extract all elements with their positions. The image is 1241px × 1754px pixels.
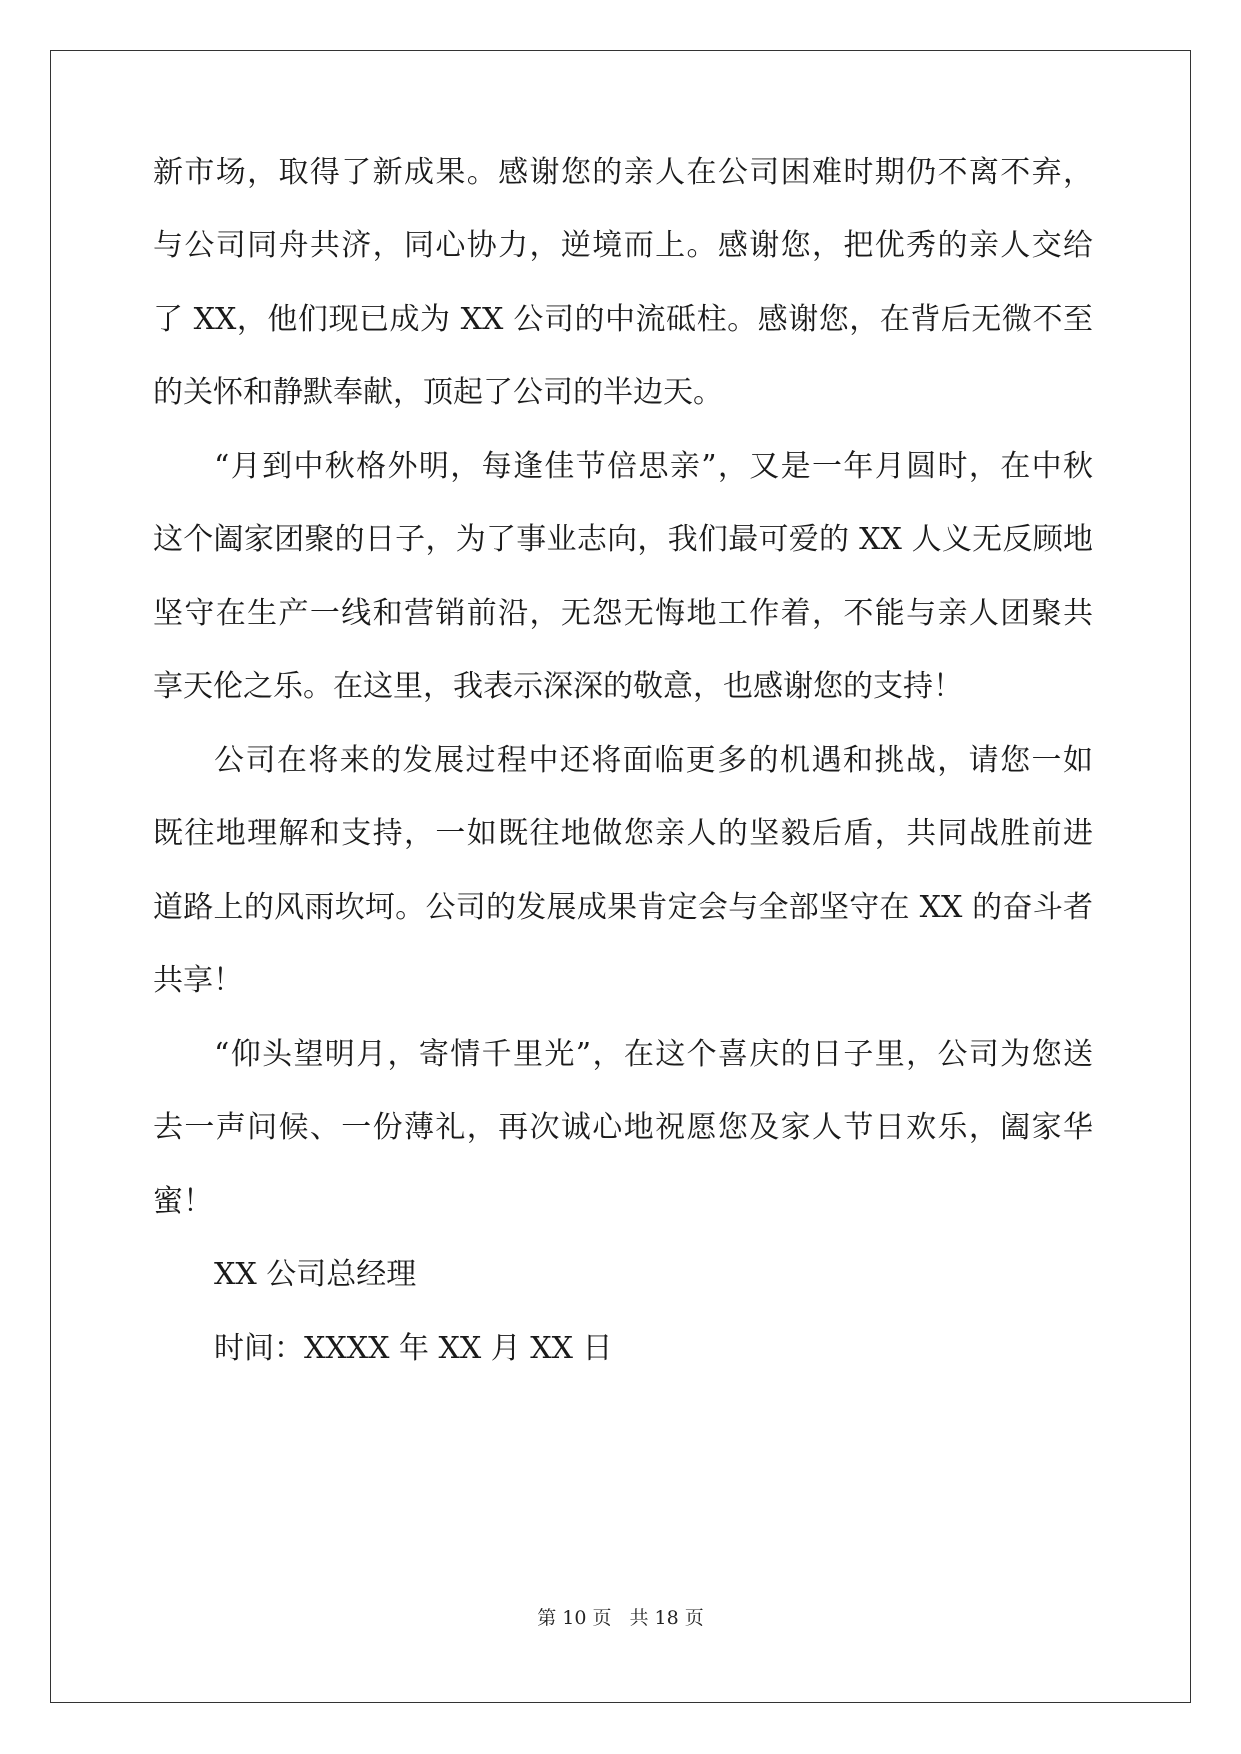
body-text-line: 去一声问候、一份薄礼，再次诚心地祝愿您及家人节日欢乐，阖家华 [153,1110,1093,1145]
paragraph-first-line: 公司在将来的发展过程中还将面临更多的机遇和挑战，请您一如 [214,743,1093,778]
paragraph-first-line: “仰头望明月，寄情千里光”，在这个喜庆的日子里，公司为您送 [214,1037,1093,1072]
body-text-line: 共享！ [153,963,243,998]
body-text-line: 既往地理解和支持，一如既往地做您亲人的坚毅后盾，共同战胜前进 [153,816,1093,851]
page-footer [0,1606,1241,1630]
body-text-line: 与公司同舟共济，同心协力，逆境而上。感谢您，把优秀的亲人交给 [153,228,1093,263]
body-text-line: 享天伦之乐。在这里，我表示深深的敬意，也感谢您的支持！ [153,669,963,704]
page-total: 共 18 页 [629,1607,704,1629]
body-text-line: 道路上的风雨坎坷。公司的发展成果肯定会与全部坚守在 XX 的奋斗者 [153,890,1093,925]
body-text-line: 的关怀和静默奉献，顶起了公司的半边天。 [153,375,723,410]
paragraph-first-line: “月到中秋格外明，每逢佳节倍思亲”，又是一年月圆时，在中秋 [214,449,1093,484]
page-border [50,50,1191,1703]
date-line: 时间：XXXX 年 XX 月 XX 日 [214,1331,613,1366]
page-number: 第 10 页 [537,1607,612,1629]
body-text-line: 新市场，取得了新成果。感谢您的亲人在公司困难时期仍不离不弃， [153,155,1093,190]
body-text-line: 这个阖家团聚的日子，为了事业志向，我们最可爱的 XX 人义无反顾地 [153,522,1093,557]
body-text-line: 了 XX，他们现已成为 XX 公司的中流砥柱。感谢您，在背后无微不至 [153,302,1093,337]
body-text-line: 坚守在生产一线和营销前沿，无怨无悔地工作着，不能与亲人团聚共 [153,596,1093,631]
signature-line: XX 公司总经理 [214,1257,417,1292]
body-text-line: 蜜！ [153,1184,213,1219]
